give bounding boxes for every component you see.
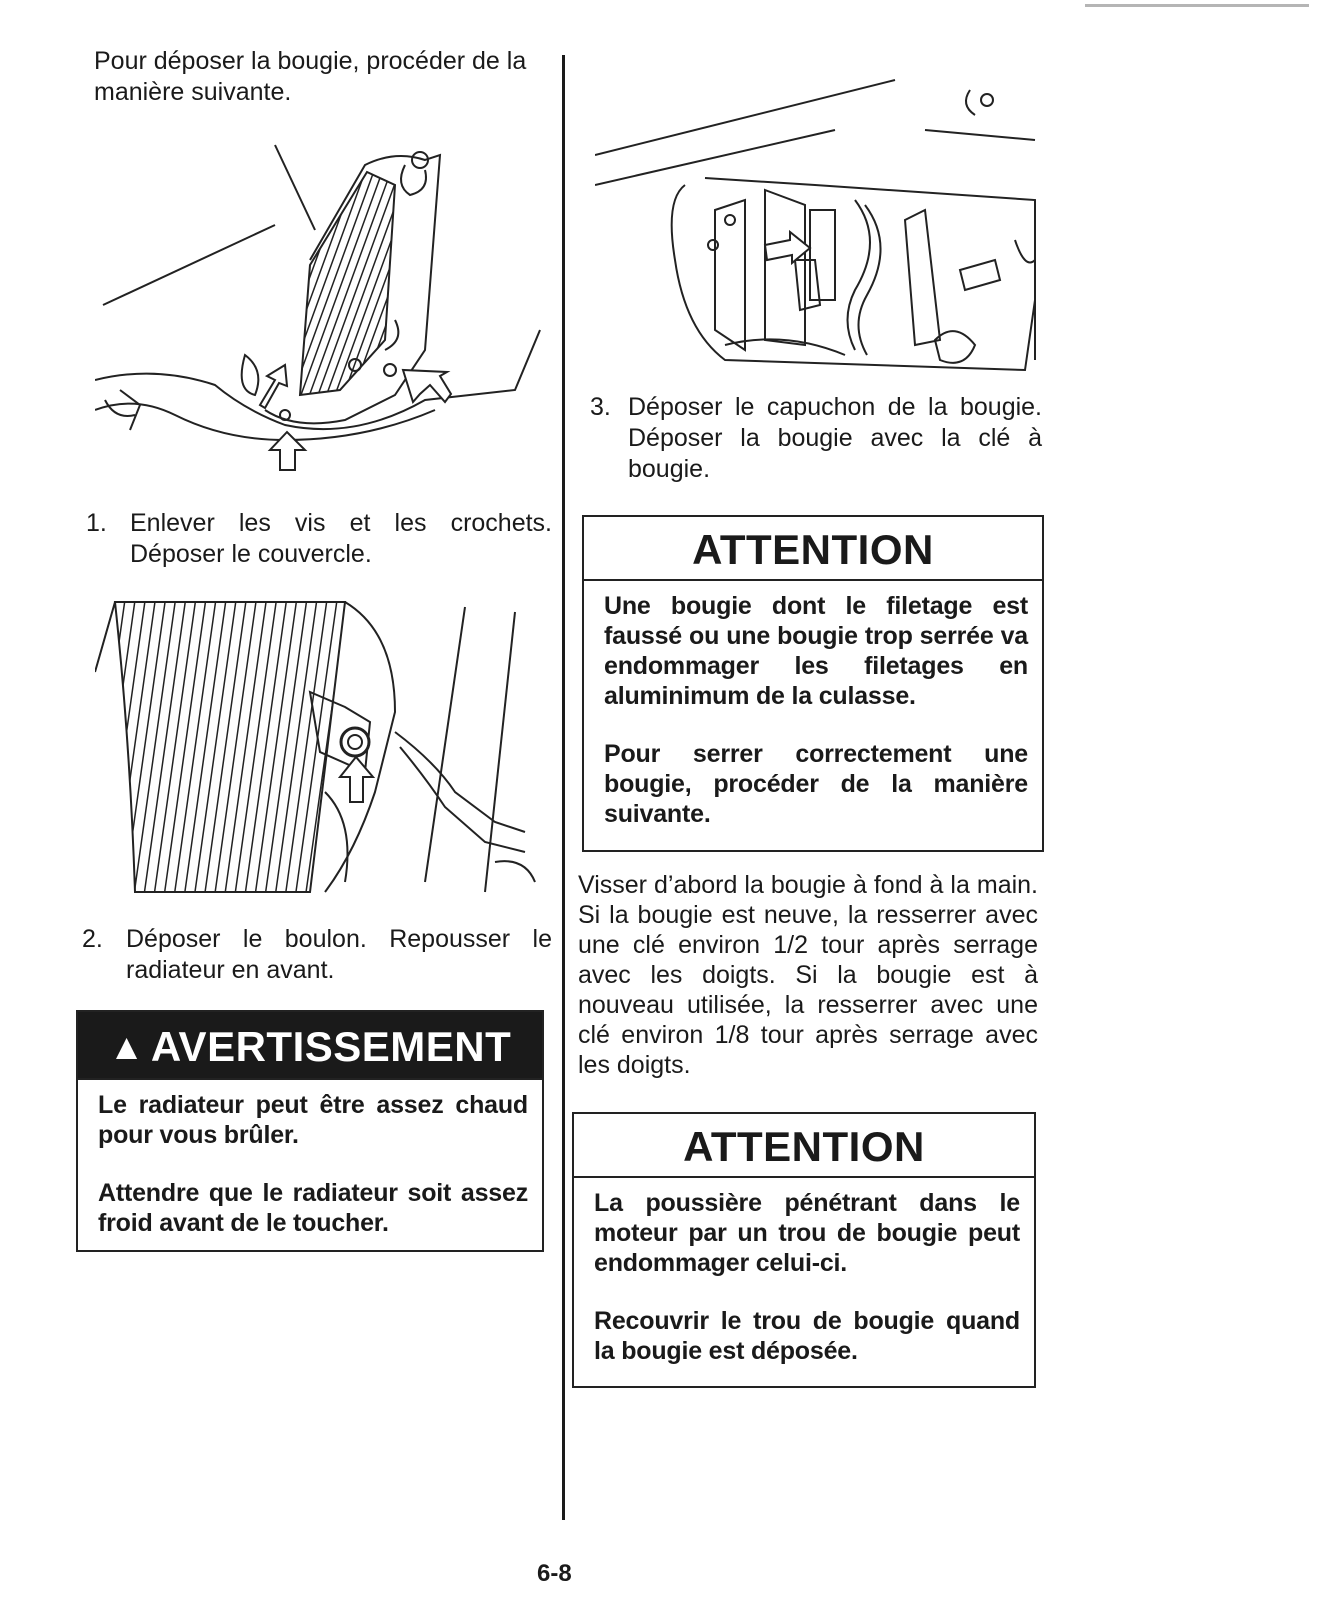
header-rule (1085, 4, 1309, 7)
figure-cover-removal (95, 140, 550, 480)
step-1 (86, 508, 552, 572)
warning-header (78, 1012, 542, 1080)
attention-paragraph: Pour serrer correctement une bougie, procéder de la manière suivante. (604, 740, 1028, 828)
step-text: Déposer le boulon. Repousser le radiateur en avant. (126, 925, 552, 984)
warning-body (78, 1080, 542, 1238)
warning-title: AVERTISSEMENT (150, 1023, 512, 1070)
attention-box-1 (582, 515, 1044, 852)
attention-title: ATTENTION (584, 517, 1042, 581)
spark-plug-illustration (595, 60, 1040, 378)
step-text: Enlever les vis et les crochets. Déposer le couvercle. (130, 509, 552, 568)
step-number: 2. (82, 925, 103, 953)
warning-triangle-icon: ▲ (108, 1026, 145, 1067)
attention-paragraph: Recouvrir le trou de bougie quand la bougie est déposée. (594, 1307, 1020, 1365)
step-number: 3. (590, 393, 611, 421)
step-3 (590, 392, 1042, 488)
attention-paragraph: Une bougie dont le filetage est faussé ou une bougie trop serrée va endommager les filetages en aluminimum de la culasse. (604, 592, 1028, 710)
attention-body (574, 1178, 1034, 1366)
intro-text: Pour déposer la bougie, procéder de la manière suivante. (94, 47, 527, 106)
figure-radiator-bolt (95, 592, 550, 902)
attention-paragraph: La poussière pénétrant dans le moteur par un trou de bougie peut endommager celui-ci. (594, 1189, 1020, 1277)
step-2 (82, 924, 552, 988)
attention-body (584, 581, 1042, 829)
attention-title: ATTENTION (574, 1114, 1034, 1178)
attention-box-2 (572, 1112, 1036, 1388)
step-text: Déposer le capuchon de la bougie. Déposer la bougie avec la clé à bougie. (628, 393, 1042, 483)
column-divider (562, 55, 565, 1520)
step-number: 1. (86, 509, 107, 537)
page-number: 6-8 (537, 1560, 572, 1587)
radiator-illustration (95, 592, 550, 902)
warning-paragraph: Attendre que le radiateur soit assez froid avant de le toucher. (98, 1179, 528, 1237)
figure-spark-plug (595, 60, 1040, 378)
torque-instructions: Visser d’abord la bougie à fond à la main. Si la bougie est neuve, la resserrer avec une clé environ 1/2 tour après serrage avec les doigts. Si la bougie est à nouveau utilisée, la resserrer avec une clé environ 1/8 tour après serrage avec les doigts. (578, 871, 1038, 1079)
warning-paragraph: Le radiateur peut être assez chaud pour vous brûler. (98, 1091, 528, 1149)
cover-illustration (95, 140, 550, 480)
warning-box (76, 1010, 544, 1252)
